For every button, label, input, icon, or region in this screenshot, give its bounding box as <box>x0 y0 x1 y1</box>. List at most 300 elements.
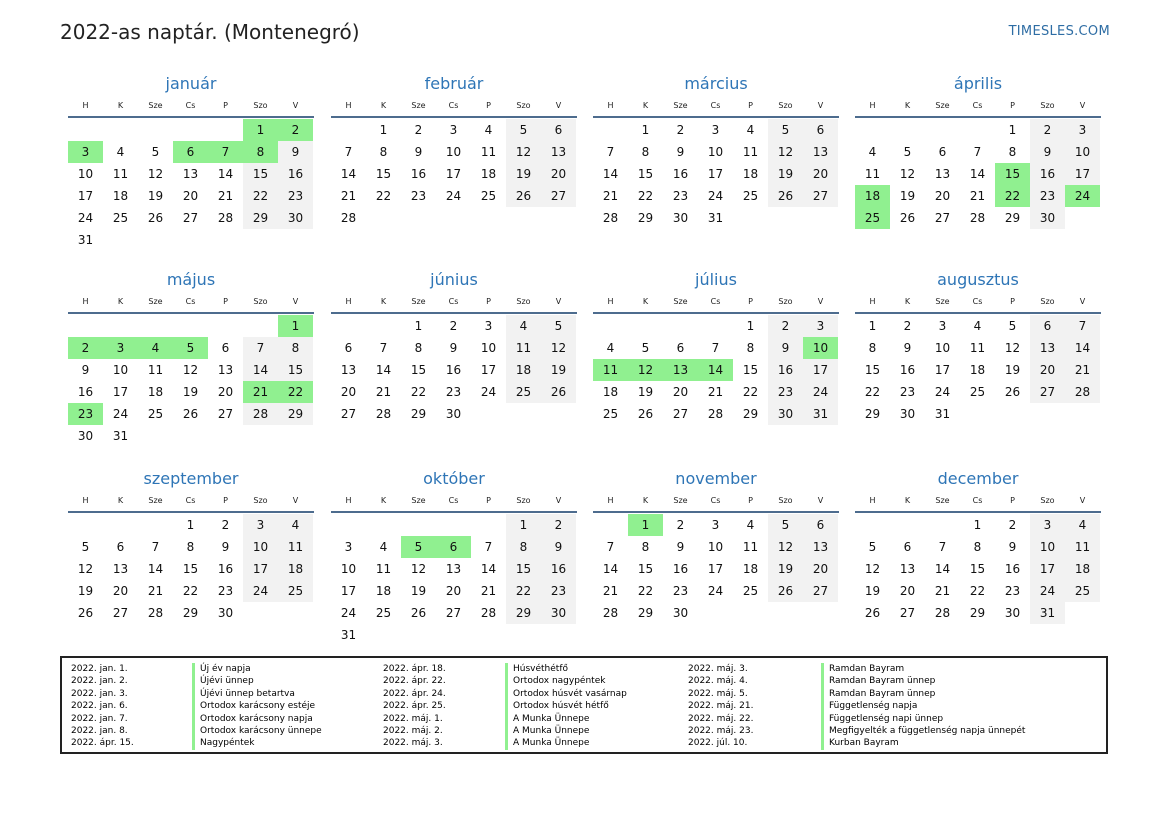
weekday-label: V <box>292 496 299 505</box>
day-cell: 27 <box>182 211 199 225</box>
weekday-label: Szo <box>1040 496 1055 505</box>
holiday-day: 1 <box>243 119 278 141</box>
day-cell: 18 <box>278 558 313 580</box>
day-grid <box>331 514 577 646</box>
day-cell: 25 <box>147 407 164 421</box>
day-cell: 26 <box>1004 385 1021 399</box>
day-cell: 17 <box>1065 163 1100 185</box>
day-grid <box>593 315 839 425</box>
day-grid <box>331 119 577 229</box>
day-cell: 27 <box>803 185 838 207</box>
day-cell: 12 <box>768 536 803 558</box>
holiday-day: 18 <box>855 185 890 207</box>
weekday-label: K <box>904 297 911 306</box>
holiday-day: 6 <box>436 536 471 558</box>
day-cell: 28 <box>340 211 357 225</box>
weekday-label: V <box>817 101 824 110</box>
day-cell: 9 <box>676 145 685 159</box>
day-cell: 8 <box>1008 145 1017 159</box>
day-cell: 19 <box>768 558 803 580</box>
day-cell: 28 <box>375 407 392 421</box>
day-cell: 6 <box>344 341 353 355</box>
day-cell: 1 <box>1008 123 1017 137</box>
weekday-label: P <box>1010 496 1015 505</box>
day-cell: 29 <box>1004 211 1021 225</box>
day-cell: 8 <box>973 540 982 554</box>
weekday-label: Cs <box>710 297 721 306</box>
day-cell: 24 <box>707 584 724 598</box>
day-cell: 29 <box>637 606 654 620</box>
legend-date: 2022. máj. 3. <box>688 664 748 674</box>
day-grid <box>68 514 314 624</box>
day-cell: 6 <box>541 119 576 141</box>
day-cell: 12 <box>864 562 881 576</box>
weekday-label: Sze <box>148 101 163 110</box>
weekday-label: Cs <box>185 496 196 505</box>
weekday-label: P <box>748 297 753 306</box>
day-cell: 27 <box>217 407 234 421</box>
day-cell: 18 <box>602 385 619 399</box>
legend-date: 2022. máj. 4. <box>688 676 748 687</box>
day-cell: 13 <box>1030 337 1065 359</box>
day-cell: 22 <box>375 189 392 203</box>
day-cell: 30 <box>1030 207 1065 229</box>
day-cell: 27 <box>934 211 951 225</box>
empty-cell <box>628 315 663 337</box>
day-cell: 12 <box>182 363 199 377</box>
weekday-label: K <box>642 101 649 110</box>
weekday-label: Cs <box>448 101 459 110</box>
day-cell: 13 <box>112 562 129 576</box>
day-cell: 15 <box>969 562 986 576</box>
day-grid <box>855 119 1101 229</box>
day-cell: 30 <box>768 403 803 425</box>
legend-holiday-name: Ortodox karácsony napja <box>192 713 322 725</box>
day-cell: 6 <box>938 145 947 159</box>
day-cell: 14 <box>934 562 951 576</box>
empty-cell <box>436 514 471 536</box>
day-cell: 24 <box>934 385 951 399</box>
weekday-label: Cs <box>448 297 459 306</box>
day-cell: 21 <box>602 584 619 598</box>
day-cell: 30 <box>77 429 94 443</box>
weekday-label: V <box>817 496 824 505</box>
day-cell: 15 <box>410 363 427 377</box>
legend-dates-col-1 <box>71 663 134 750</box>
day-cell: 24 <box>803 381 838 403</box>
day-cell: 4 <box>746 518 755 532</box>
day-cell: 18 <box>742 562 759 576</box>
day-cell: 5 <box>541 315 576 337</box>
day-cell: 11 <box>278 536 313 558</box>
weekday-label: K <box>117 496 124 505</box>
day-cell: 8 <box>379 145 388 159</box>
legend-holiday-name: Nagypéntek <box>192 737 322 749</box>
day-cell: 17 <box>340 584 357 598</box>
day-cell: 31 <box>707 211 724 225</box>
day-cell: 20 <box>803 163 838 185</box>
day-cell: 5 <box>81 540 90 554</box>
empty-cell <box>855 514 890 536</box>
day-cell: 26 <box>899 211 916 225</box>
legend-holiday-name: Megfigyelték a függetlenség napja ünnepét <box>821 725 1025 737</box>
day-cell: 16 <box>1004 562 1021 576</box>
day-grid <box>68 315 314 447</box>
day-cell: 12 <box>768 141 803 163</box>
day-cell: 30 <box>1004 606 1021 620</box>
day-cell: 27 <box>445 606 462 620</box>
weekday-label: Szo <box>253 297 268 306</box>
day-cell: 16 <box>672 167 689 181</box>
day-cell: 13 <box>899 562 916 576</box>
day-cell: 31 <box>934 407 951 421</box>
day-cell: 21 <box>969 189 986 203</box>
day-cell: 7 <box>606 540 615 554</box>
day-cell: 10 <box>243 536 278 558</box>
holiday-day: 10 <box>803 337 838 359</box>
day-cell: 4 <box>868 145 877 159</box>
empty-cell <box>68 315 103 337</box>
holiday-day: 15 <box>995 163 1030 185</box>
day-cell: 9 <box>81 363 90 377</box>
legend-holiday-name: Új év napja <box>192 663 322 675</box>
day-cell: 10 <box>340 562 357 576</box>
day-cell: 17 <box>77 189 94 203</box>
day-grid <box>593 514 839 624</box>
day-cell: 22 <box>410 385 427 399</box>
legend-holiday-name: Újévi ünnep betartva <box>192 688 322 700</box>
weekday-label: H <box>607 496 614 505</box>
day-cell: 18 <box>969 363 986 377</box>
day-cell: 11 <box>742 540 759 554</box>
weekday-label: Cs <box>185 101 196 110</box>
day-cell: 12 <box>1004 341 1021 355</box>
weekday-header <box>593 96 839 118</box>
day-cell: 7 <box>973 145 982 159</box>
day-cell: 21 <box>217 189 234 203</box>
weekday-label: K <box>380 297 387 306</box>
day-cell: 18 <box>742 167 759 181</box>
day-cell: 17 <box>707 167 724 181</box>
holiday-day: 2 <box>68 337 103 359</box>
weekday-header <box>593 491 839 513</box>
weekday-label: K <box>642 496 649 505</box>
day-cell: 2 <box>676 518 685 532</box>
day-cell: 6 <box>1030 315 1065 337</box>
empty-cell <box>68 119 103 141</box>
day-cell: 18 <box>375 584 392 598</box>
day-cell: 21 <box>602 189 619 203</box>
weekday-label: H <box>607 101 614 110</box>
weekday-label: Cs <box>710 496 721 505</box>
day-cell: 10 <box>77 167 94 181</box>
day-cell: 22 <box>742 385 759 399</box>
day-cell: 9 <box>278 141 313 163</box>
month-title: február <box>424 74 484 93</box>
day-cell: 5 <box>768 514 803 536</box>
day-cell: 21 <box>340 189 357 203</box>
month-11 <box>593 467 839 624</box>
day-cell: 21 <box>375 385 392 399</box>
day-cell: 20 <box>899 584 916 598</box>
day-cell: 12 <box>410 562 427 576</box>
day-grid <box>855 514 1101 624</box>
day-cell: 27 <box>1030 381 1065 403</box>
day-cell: 9 <box>676 540 685 554</box>
holiday-day: 14 <box>698 359 733 381</box>
holiday-day: 8 <box>243 141 278 163</box>
day-cell: 10 <box>707 540 724 554</box>
weekday-label: K <box>642 297 649 306</box>
weekday-label: Cs <box>972 496 983 505</box>
day-cell: 19 <box>1004 363 1021 377</box>
weekday-label: V <box>1079 101 1086 110</box>
month-3 <box>593 72 839 229</box>
day-cell: 7 <box>151 540 160 554</box>
day-cell: 18 <box>1065 558 1100 580</box>
day-cell: 20 <box>803 558 838 580</box>
day-cell: 29 <box>742 407 759 421</box>
day-cell: 4 <box>379 540 388 554</box>
day-cell: 3 <box>344 540 353 554</box>
day-cell: 10 <box>707 145 724 159</box>
day-cell: 20 <box>445 584 462 598</box>
day-cell: 7 <box>711 341 720 355</box>
weekday-label: Szo <box>516 101 531 110</box>
month-7 <box>593 268 839 425</box>
day-cell: 23 <box>445 385 462 399</box>
weekday-header <box>855 491 1101 513</box>
holiday-day: 5 <box>401 536 436 558</box>
day-cell: 26 <box>182 407 199 421</box>
legend-date: 2022. ápr. 22. <box>383 676 446 687</box>
day-cell: 15 <box>278 359 313 381</box>
day-cell: 15 <box>375 167 392 181</box>
day-cell: 1 <box>868 319 877 333</box>
empty-cell <box>855 119 890 141</box>
month-title: október <box>423 469 485 488</box>
day-cell: 22 <box>864 385 881 399</box>
day-cell: 20 <box>541 163 576 185</box>
empty-cell <box>208 315 243 337</box>
day-cell: 27 <box>803 580 838 602</box>
day-grid <box>593 119 839 229</box>
weekday-label: Sze <box>148 297 163 306</box>
weekday-label: K <box>117 101 124 110</box>
day-cell: 10 <box>1065 141 1100 163</box>
empty-cell <box>138 315 173 337</box>
day-cell: 4 <box>278 514 313 536</box>
day-cell: 13 <box>445 562 462 576</box>
holiday-day: 3 <box>103 337 138 359</box>
day-cell: 13 <box>340 363 357 377</box>
day-cell: 28 <box>1065 381 1100 403</box>
weekday-label: Sze <box>935 101 950 110</box>
day-cell: 29 <box>410 407 427 421</box>
holiday-day: 3 <box>68 141 103 163</box>
empty-cell <box>331 315 366 337</box>
empty-cell <box>663 315 698 337</box>
legend-date: 2022. máj. 23. <box>688 725 754 736</box>
day-cell: 27 <box>112 606 129 620</box>
day-cell: 7 <box>938 540 947 554</box>
holiday-day: 21 <box>243 381 278 403</box>
day-cell: 20 <box>182 189 199 203</box>
day-cell: 5 <box>868 540 877 554</box>
day-cell: 19 <box>637 385 654 399</box>
day-cell: 20 <box>672 385 689 399</box>
day-cell: 16 <box>77 385 94 399</box>
day-cell: 12 <box>541 337 576 359</box>
empty-cell <box>331 119 366 141</box>
day-cell: 13 <box>934 167 951 181</box>
day-cell: 2 <box>541 514 576 536</box>
day-cell: 14 <box>243 359 278 381</box>
legend-holiday-name: Függetlenség napi ünnep <box>821 713 1025 725</box>
day-cell: 16 <box>410 167 427 181</box>
day-cell: 25 <box>278 580 313 602</box>
holiday-day: 23 <box>68 403 103 425</box>
day-cell: 3 <box>938 319 947 333</box>
day-cell: 16 <box>217 562 234 576</box>
day-cell: 11 <box>480 145 497 159</box>
weekday-label: H <box>869 297 876 306</box>
weekday-label: Szo <box>778 297 793 306</box>
weekday-label: Cs <box>972 101 983 110</box>
empty-cell <box>593 514 628 536</box>
day-cell: 5 <box>903 145 912 159</box>
weekday-label: Sze <box>148 496 163 505</box>
legend-names-col-2 <box>505 663 627 750</box>
day-cell: 3 <box>484 319 493 333</box>
day-cell: 19 <box>77 584 94 598</box>
day-cell: 5 <box>768 119 803 141</box>
weekday-label: H <box>82 297 89 306</box>
weekday-label: H <box>345 101 352 110</box>
day-cell: 17 <box>803 359 838 381</box>
day-cell: 27 <box>672 407 689 421</box>
day-cell: 31 <box>112 429 129 443</box>
day-cell: 9 <box>903 341 912 355</box>
page-title: 2022-as naptár. (Montenegró) <box>60 20 360 44</box>
day-cell: 12 <box>506 141 541 163</box>
weekday-label: H <box>607 297 614 306</box>
weekday-label: V <box>1079 496 1086 505</box>
holiday-day: 5 <box>173 337 208 359</box>
day-cell: 5 <box>1008 319 1017 333</box>
day-cell: 7 <box>379 341 388 355</box>
day-cell: 16 <box>278 163 313 185</box>
site-link[interactable]: TIMESLES.COM <box>1008 24 1110 39</box>
day-cell: 26 <box>864 606 881 620</box>
empty-cell <box>173 119 208 141</box>
holiday-day: 13 <box>663 359 698 381</box>
day-cell: 19 <box>506 163 541 185</box>
month-title: szeptember <box>143 469 239 488</box>
weekday-label: Szo <box>778 496 793 505</box>
day-cell: 28 <box>243 403 278 425</box>
weekday-header <box>331 292 577 314</box>
holiday-day: 1 <box>278 315 313 337</box>
month-9 <box>68 467 314 624</box>
holiday-day: 2 <box>278 119 313 141</box>
day-cell: 30 <box>899 407 916 421</box>
weekday-label: Szo <box>253 496 268 505</box>
day-cell: 15 <box>637 562 654 576</box>
day-cell: 27 <box>541 185 576 207</box>
day-cell: 1 <box>641 123 650 137</box>
empty-cell <box>960 119 995 141</box>
weekday-label: V <box>555 297 562 306</box>
day-cell: 30 <box>672 211 689 225</box>
day-cell: 17 <box>445 167 462 181</box>
legend-dates-col-3 <box>688 663 753 750</box>
day-cell: 30 <box>541 602 576 624</box>
empty-cell <box>925 119 960 141</box>
day-cell: 5 <box>641 341 650 355</box>
day-cell: 15 <box>182 562 199 576</box>
day-cell: 16 <box>768 359 803 381</box>
day-cell: 27 <box>340 407 357 421</box>
day-cell: 15 <box>742 363 759 377</box>
day-cell: 19 <box>768 163 803 185</box>
weekday-header <box>855 292 1101 314</box>
day-cell: 8 <box>641 145 650 159</box>
day-cell: 17 <box>707 562 724 576</box>
day-cell: 24 <box>112 407 129 421</box>
day-cell: 2 <box>449 319 458 333</box>
day-cell: 26 <box>506 185 541 207</box>
weekday-label: P <box>486 101 491 110</box>
month-title: június <box>430 270 478 289</box>
empty-cell <box>103 315 138 337</box>
holiday-day: 12 <box>628 359 663 381</box>
day-cell: 23 <box>541 580 576 602</box>
day-cell: 14 <box>602 167 619 181</box>
day-cell: 3 <box>1065 119 1100 141</box>
legend-date: 2022. ápr. 18. <box>383 664 446 674</box>
weekday-label: K <box>117 297 124 306</box>
day-cell: 9 <box>1030 141 1065 163</box>
day-cell: 31 <box>340 628 357 642</box>
day-cell: 22 <box>506 580 541 602</box>
day-cell: 10 <box>445 145 462 159</box>
day-cell: 28 <box>969 211 986 225</box>
month-title: december <box>937 469 1019 488</box>
holiday-day: 4 <box>138 337 173 359</box>
day-cell: 20 <box>934 189 951 203</box>
legend-holiday-name: Újévi ünnep <box>192 675 322 687</box>
month-8 <box>855 268 1101 425</box>
weekday-label: P <box>1010 101 1015 110</box>
weekday-label: P <box>486 297 491 306</box>
day-cell: 25 <box>742 584 759 598</box>
day-cell: 28 <box>147 606 164 620</box>
day-cell: 14 <box>375 363 392 377</box>
weekday-label: P <box>223 101 228 110</box>
weekday-label: H <box>82 496 89 505</box>
day-cell: 1 <box>414 319 423 333</box>
day-cell: 29 <box>506 602 541 624</box>
day-cell: 4 <box>484 123 493 137</box>
empty-cell <box>698 315 733 337</box>
month-title: március <box>684 74 748 93</box>
weekday-label: P <box>748 496 753 505</box>
day-cell: 21 <box>1065 359 1100 381</box>
legend-holiday-name: A Munka Ünnepe <box>505 713 627 725</box>
day-cell: 29 <box>182 606 199 620</box>
day-cell: 11 <box>112 167 129 181</box>
